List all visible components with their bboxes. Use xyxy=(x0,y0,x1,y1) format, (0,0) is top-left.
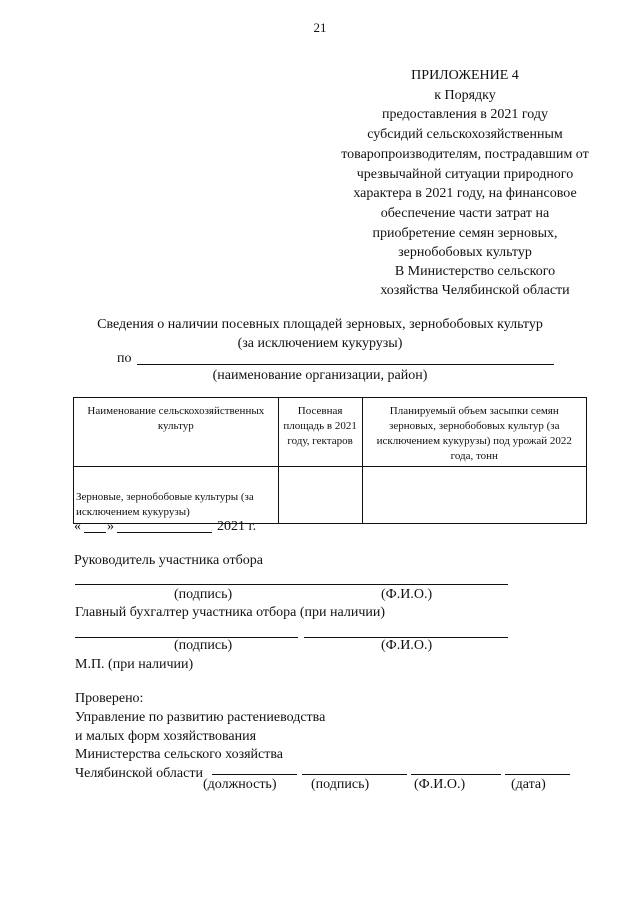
appendix-line: субсидий сельскохозяйственным xyxy=(367,127,563,143)
title-line: (за исключением кукурузы) xyxy=(237,336,403,351)
date-close-quote: » xyxy=(107,519,114,534)
organization-caption: (наименование организации, район) xyxy=(212,368,428,383)
name-caption: (Ф.И.О.) xyxy=(414,777,466,792)
accountant-name-caption: (Ф.И.О.) xyxy=(381,638,433,653)
table-header-cell: Планируемый объем засыпки семян зерновых, зернобобовых культур (за исключением кукурузы) под урожай 2022 года, тонн xyxy=(362,398,586,467)
date-year: 2021 г. xyxy=(217,519,257,534)
checked-name-line[interactable] xyxy=(411,774,501,775)
appendix-line: товаропроизводителям, пострадавшим от xyxy=(341,146,589,162)
volume-cell[interactable] xyxy=(362,467,586,524)
appendix-line: предоставления в 2021 году xyxy=(382,107,548,123)
head-signature-line[interactable] xyxy=(75,584,508,585)
checked-org-line: Управление по развитию растениеводства xyxy=(75,709,326,725)
table-row xyxy=(74,467,587,524)
signature-caption: (подпись) xyxy=(311,777,370,792)
checked-date-line[interactable] xyxy=(505,774,570,775)
appendix-line: характера в 2021 году, на финансовое xyxy=(353,186,577,202)
title-line: Сведения о наличии посевных площадей зерновых, зернобобовых культур xyxy=(97,317,543,332)
addressee-line: В Министерство сельского xyxy=(394,264,556,279)
crop-name-cell: Зерновые, зернобобовые культуры (за исключением кукурузы) xyxy=(74,467,279,524)
appendix-line: ПРИЛОЖЕНИЕ 4 xyxy=(411,68,519,83)
addressee xyxy=(350,262,600,300)
head-name-caption: (Ф.И.О.) xyxy=(381,587,433,602)
date-month-field[interactable] xyxy=(117,532,212,533)
table-header-cell: Посевная площадь в 2021 году, гектаров xyxy=(278,398,362,467)
table-header-row xyxy=(74,398,587,467)
checked-org-line: и малых форм хозяйствования xyxy=(75,728,257,744)
checked-position-line[interactable] xyxy=(212,774,297,775)
accountant-sign-caption: (подпись) xyxy=(174,638,233,653)
appendix-line: обеспечение части затрат на xyxy=(380,205,550,221)
checked-block xyxy=(75,690,325,784)
crop-table xyxy=(73,397,587,524)
checked-org-line: Челябинской области xyxy=(75,766,203,782)
date-caption: (дата) xyxy=(511,777,546,792)
date-day-field[interactable] xyxy=(84,532,106,533)
organization-field-line[interactable] xyxy=(137,364,554,365)
appendix-header xyxy=(300,66,630,263)
appendix-line: зернобобовых культур xyxy=(398,245,532,261)
stamp-label: М.П. (при наличии) xyxy=(75,657,194,672)
checked-label: Проверено: xyxy=(75,691,144,706)
addressee-line: хозяйства Челябинской области xyxy=(380,283,570,298)
po-label: по xyxy=(117,351,132,366)
head-label: Руководитель участника отбора xyxy=(74,553,263,568)
checked-org-line: Министерства сельского хозяйства xyxy=(75,747,284,763)
position-caption: (должность) xyxy=(203,777,277,792)
document-title xyxy=(0,315,640,353)
table-header-cell: Наименование сельскохозяйственных культур xyxy=(74,398,279,467)
head-sign-caption: (подпись) xyxy=(174,587,233,602)
page-number: 21 xyxy=(313,20,327,35)
accountant-label: Главный бухгалтер участника отбора (при наличии) xyxy=(75,605,386,620)
appendix-line: чрезвычайной ситуации природного xyxy=(356,166,574,182)
date-open-quote: « xyxy=(74,519,81,534)
checked-signature-line[interactable] xyxy=(302,774,407,775)
appendix-line: приобретение семян зерновых, xyxy=(372,225,558,241)
appendix-line: к Порядку xyxy=(434,87,496,103)
area-cell[interactable] xyxy=(278,467,362,524)
